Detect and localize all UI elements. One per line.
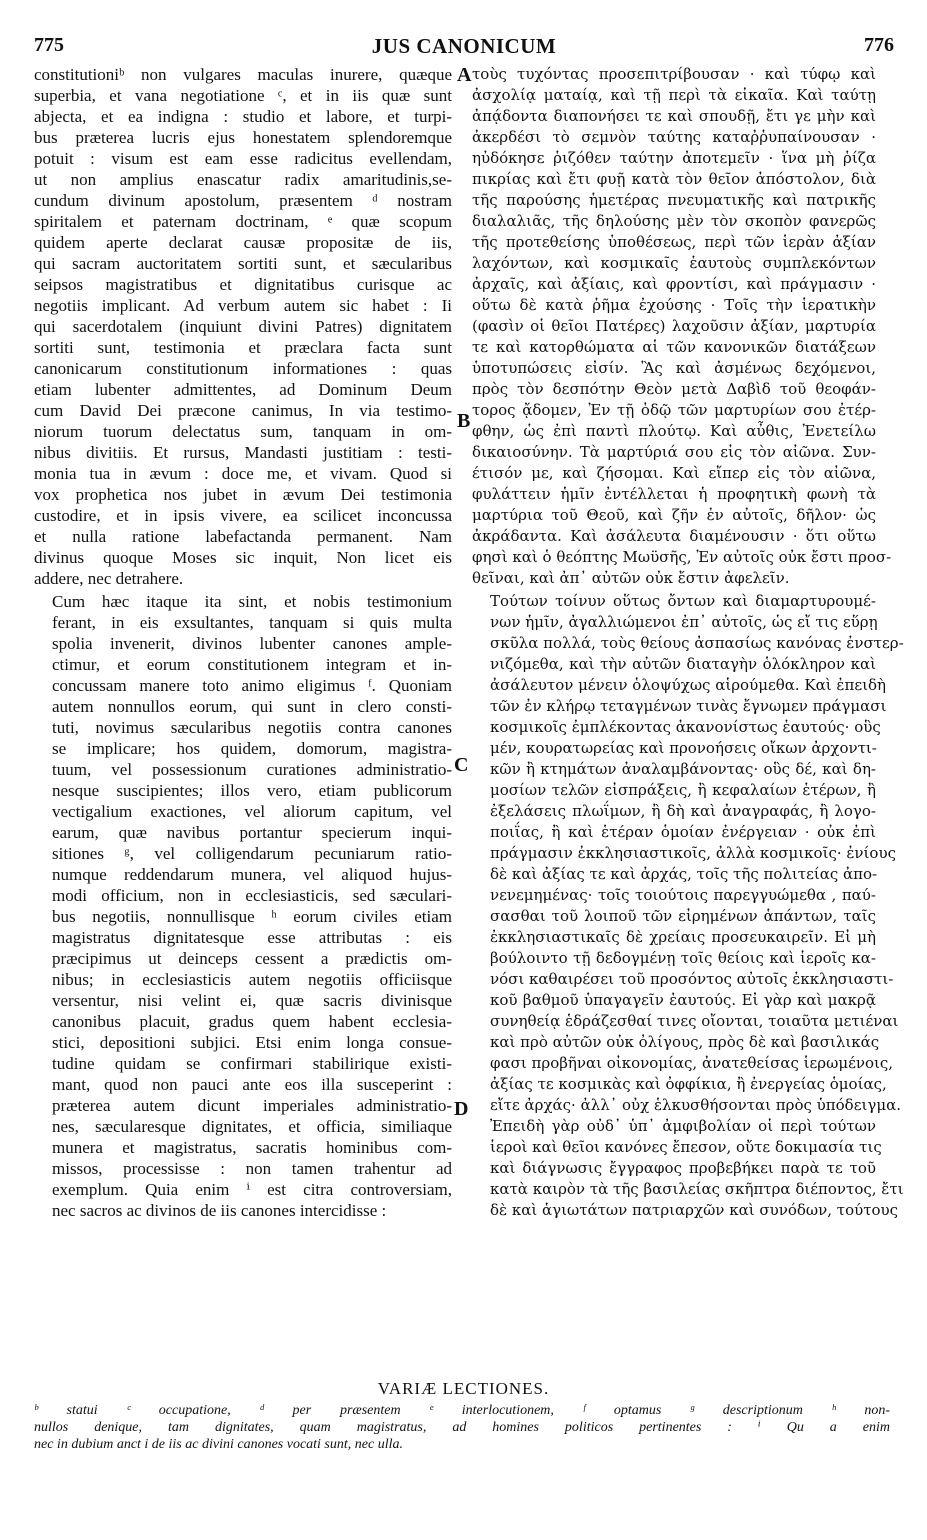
text-line: πικρίας καὶ ἔτι φυῇ κατὰ τὸν θεῖον ἀπόστολον, διὰ [472,170,876,188]
text-line: magistratus dignitatesque esse attributas : eis [52,928,452,947]
text-line: φυλάττειν ἡμῖν ἐντέλλεται ἡ προφητικὴ φωνὴ τὰ [472,485,876,503]
text-line: autem nonnullos eorum, qui sunt in clero consti- [52,697,452,716]
variant-reading-line: nullos denique, tam dignitates, quam magistratus, ad homines politicos pertinentes : ⁱ Qu a enim [34,1420,890,1435]
text-line: ἀσχολίᾳ ματαίᾳ, καὶ τῇ περὶ τὰ εἰκαῖα. Καὶ ταύτῃ [472,86,876,104]
text-line: σασθαι τοῦ λοιποῦ τῶν εἰρημένων ἁπάντων, ταῖς [490,907,876,925]
text-line: κατὰ καιρὸν τὰ τῆς βασιλείας σκῆπτρα διέποντος, ἔτι [490,1180,904,1198]
text-line: mant, quod non pauci ante eos illa susceperint : [52,1075,452,1094]
text-line: συνηθείᾳ ἑδράζεσθαί τινες οἴονται, τοιαῦτα μετιέναι [490,1012,899,1030]
text-line: (φασὶν οἱ θεῖοι Πατέρες) λαχοῦσιν ἀξίαν, μαρτυρία [472,317,876,335]
text-line: præcipimus ut deinceps cessent a prædictis om- [52,949,452,968]
text-line: tuti, novimus sæcularibus negotiis contra canones [52,718,452,737]
text-line: νιζόμεθα, καὶ τὴν αὐτῶν διαταγὴν ὁλόκληρον καὶ [490,655,876,673]
text-line: qui sacram auctoritatem sortiti sunt, et sæcularibus [34,254,452,273]
text-line: τῆς παρούσης ἡμετέρας πνευματικῆς καὶ πατρικῆς [472,191,876,209]
text-line: φασι προβῆναι οἰκονομίας, ἀνατεθείσας ἱερωμένοις, [490,1054,894,1072]
text-line: nec sacros ac divinos de iis canones intercidisse : [52,1201,387,1220]
text-line: sitiones ᵍ, vel colligendarum pecuniarum ratio- [52,844,452,863]
text-line: negotiis implicant. Ad verbum autem sic habet : Ii [34,296,452,315]
text-line: ut non amplius enascatur radix amaritudinis,se- [34,170,452,189]
text-line: nes, sæcularesque dignitates, et officia, similiaque [52,1117,452,1136]
text-line: seipsos magistratibus et dignitatibus curisque ac [34,275,452,294]
text-line: spiritalem et paternam doctrinam, ᵉ quæ scopum [34,212,452,231]
page-number-left: 775 [34,34,64,56]
text-line: canonibus placuit, gradus quem habent ecclesia- [52,1012,452,1031]
text-line: ἀρχαῖς, καὶ ἀξίαις, καὶ φροντίσι, καὶ πράγμασιν · [472,275,876,293]
text-line: ferant, in eis exsultantes, tanquam si quis multa [52,613,452,632]
text-line: φησὶ καὶ ὁ θεόπτης Μωϋσῆς, Ἐν αὐτοῖς οὐκ ἔστι προσ- [472,548,892,566]
text-line: κῶν ἢ κτημάτων ἀναλαμβάνοντας· οὓς δέ, καὶ δη- [490,760,876,778]
text-line: bus negotiis, nonnullisque ʰ eorum civiles etiam [52,907,452,926]
text-line: potuit : visum est eam esse radicitus evellendam, [34,149,452,168]
text-line: versentur, nisi velint ei, quæ sacris divinisque [52,991,452,1010]
text-line: superbia, et vana negotiatione ᶜ, et in iis quæ sunt [34,86,452,105]
variant-reading-line: ᵇ statui ᶜ occupatione, ᵈ per præsentem ᵉ interlocutionem, ᶠ optamus ᵍ descriptionum ʰ non- [34,1403,890,1418]
text-line: sortiti sunt, testimonia et præclara facta sunt [34,338,452,357]
section-marker-c: C [454,754,469,776]
text-line: βούλοιντο τῇ δεδογμένῃ τοῖς θείοις καὶ ἱεροῖς κα- [490,949,876,967]
text-line: τῶν ἐν κλήρῳ τεταγμένων τινὰς ἔγνωμεν πράγμασι [490,697,887,715]
text-line: stici, depositioni subjici. Etsi enim longa consue- [52,1033,452,1052]
text-line: έτισόν με, καὶ ζήσομαι. Καὶ εἴπερ εἰς τὸν αἰῶνα, [472,464,876,482]
text-line: νενεμημένας· τοῖς τοιούτοις παρεγγυώμεθα , παύ- [490,886,876,904]
text-line: tuum, vel possessionum curationes administratio- [52,760,452,779]
text-line: ἀπᾴδοντα διαπονήσει τε καὶ σπουδῇ, ἔτι γε μὴν καὶ [472,107,876,125]
text-line: præterea autem dicunt imperiales administratio- [52,1096,452,1115]
text-line: nibus divitiis. Et rursus, Mandasti justitiam : testi- [34,443,452,462]
section-marker-b: B [457,410,471,432]
greek-paragraph-1 [472,64,892,589]
running-title: JUS CANONICUM [371,34,557,58]
text-line: earum, quæ navibus portantur specierum inqui- [52,823,452,842]
text-line: nibus; in ecclesiasticis autem negotiis officiisque [52,970,452,989]
text-line: δὲ καὶ ἀξίας τε καὶ ἀρχάς, τοῖς τῆς πολιτείας ἀπο- [490,865,878,883]
text-line: ποιΐας, ἢ καὶ ἑτέραν ὁμοίαν ἐνέργειαν · οὐκ ἐπὶ [490,823,876,841]
text-line: διαλαλιᾶς, τῆς δηλούσης μὲν τὸν σκοπὸν φανερῶς [472,212,876,230]
text-line: bus præterea lucris ejus honestatem splendoremque [34,128,452,147]
text-line: τε καὶ κατορθώματα αἱ τῶν κανονικῶν διατάξεων [472,338,876,356]
text-line: spolia invenerit, divinos lubenter canones ample- [52,634,452,653]
text-line: ὑποτυπώσεις εἰσίν. Ἃς καὶ ἀσμένως δεχόμενοι, [472,359,876,377]
text-line: quidem aperte declarat causæ propositæ de iis, [34,233,452,252]
text-line: missos, processisse : non tamen trahentur ad [52,1159,452,1178]
text-line: niorum tuorum delectatus sum, tanquam in om- [34,422,452,441]
text-line: ἀκερδέσι τὸ σεμνὸν ταύτης καταῤῥυπαίνουσαν · [472,128,876,146]
text-line: ηὐδόκησε ῥιζόθεν ταύτην ἀποτεμεῖν · ἵνα μὴ ῥίζα [472,149,876,167]
text-line: μαρτύρια τοῦ Θεοῦ, καὶ ζῆν ἐν αὐτοῖς, δῆλον· ὡς [472,506,876,524]
text-line: μέν, κουρατωρείας καὶ προνοήσεις οἴκων ἀρχοντι- [490,739,877,757]
latin-paragraph-1 [34,64,452,589]
text-line: vox prophetica nos jubet in ævum Dei testimonia [34,485,452,504]
text-line: etiam lubenter admittentes, ad Dominum Deum [34,380,452,399]
text-line: exemplum. Quia enim ⁱ est citra controversiam, [52,1180,452,1199]
text-line: concussam manere toto animo eligimus ᶠ. Quoniam [52,676,452,695]
text-line: νόσι καθαιρέσει τοῦ προσόντος αὐτοῖς ἐκκλησιαστι- [490,970,894,988]
text-line: Cum hæc itaque ita sint, et nobis testimonium [52,592,452,611]
text-line: τοὺς τυχόντας προσεπιτρίβουσαν · καὶ τύφῳ καὶ [472,65,876,83]
latin-column [34,64,452,1221]
text-line: σκῦλα πολλά, τοὺς θείους ἀσπασίως κανόνας ἐνστερ- [490,634,904,652]
text-line: addere, nec detrahere. [34,569,184,588]
greek-column [472,64,904,1221]
greek-paragraph-2 [472,591,904,1221]
text-line: ἱεροὶ καὶ θεῖοι κανόνες ἔπεσον, οὔτε δοκιμασία τις [490,1138,882,1156]
text-line: δικαιοσύνην. Τὰ μαρτύριά σου εἰς τὸν αἰῶνα. Συν- [472,443,876,461]
text-line: qui sacerdotalem (inquiunt divini Patres) dignitatem [34,317,452,336]
text-line: custodire, et in ipsis vivere, ea scilicet inconcussa [34,506,452,525]
text-line: se implicare; hos quidem, domorum, magistra- [52,739,452,758]
section-marker-a: A [457,64,472,86]
text-line: εἴτε ἀρχάς· ἀλλ᾽ οὐχ ἑλκυσθήσονται πρὸς ὑπόδειγμα. [490,1096,901,1114]
text-line: δὲ καὶ ἁγιωτάτων πατριαρχῶν καὶ συνόδων, τούτους [490,1201,899,1219]
text-line: θεῖναι, καὶ ἀπ᾽ αὐτῶν οὐκ ἔστιν ἀφελεῖν. [472,569,790,587]
text-line: οὕτω δὲ κατὰ ῥῆμα ἐχούσης · Τοῖς τὴν ἱερατικὴν [472,296,876,314]
page-number-right: 776 [864,34,894,56]
text-line: τορος ᾄδομεν, Ἐν τῇ ὁδῷ τῶν μαρτυρίων σου ἐτέρ- [472,401,876,419]
text-line: tudine quidam se confirmari stabilirique existi- [52,1054,452,1073]
text-line: καὶ πρὸ αὐτῶν οὐκ ὀλίγους, πρὸς δὲ καὶ βασιλικάς [490,1033,880,1051]
text-line: κοσμικοῖς ἐμπλέκοντας ἀκανονίστως ἑαυτούς· οὓς [490,718,881,736]
text-line: monia tua in ævum : doce me, et vivam. Quod si [34,464,452,483]
text-line: modi officium, non in ecclesiasticis, sed sæculari- [52,886,452,905]
variae-lectiones-body [34,1402,890,1453]
variant-reading-line: nec in dubium anct i de iis ac divini canones vocati sunt, nec ulla. [34,1437,403,1452]
text-line: numque reddendarum munera, vel aliquod hujus- [52,865,452,884]
text-line: abjecta, et ea indigna : studio et labore, et turpi- [34,107,452,126]
section-marker-d: D [454,1098,469,1120]
text-line: κοῦ βαθμοῦ ὑπαγαγεῖν ἑαυτούς. Εἰ γὰρ καὶ μακρᾷ [490,991,876,1009]
text-line: nesque suscipientes; illos vero, etiam publicorum [52,781,452,800]
text-line: ἀκράδαντα. Καὶ ἀσάλευτα διαμένουσιν · ὅτι οὕτω [472,527,876,545]
variae-lectiones-title: VARIÆ LECTIONES. [377,1379,550,1398]
text-line: μοσίων τελῶν εἰσπράξεις, ἢ κεφαλαίων ἑτέρων, ἢ [490,781,876,799]
text-line: πρὸς τὸν δεσπότην Θεὸν μετὰ Δαβὶδ τοῦ θεοφάν- [472,380,876,398]
text-line: φθην, ὡς ἐπὶ παντὶ πλούτῳ. Καὶ αὖθις, Ἐνετείλω [472,422,876,440]
text-line: ἀσάλευτον μένειν ὁλοψύχως αἱρούμεθα. Καὶ ἐπειδὴ [490,676,886,694]
text-line: ἀξίας τε κοσμικὰς καὶ ὀφφίκια, ἢ ἐνεργείας ὁμοίας, [490,1075,887,1093]
text-line: καὶ διάγνωσις ἔγγραφος προβεβήκει παρὰ τε τοῦ [490,1159,876,1177]
text-line: πράγμασιν ἐκκλησιαστικοῖς, ἀλλὰ κοσμικοῖς· ἐνίους [490,844,896,862]
text-line: τῆς προτεθείσης ὑποθέσεως, περὶ τῶν ἱερὰν ἀξίαν [472,233,876,251]
text-line: vectigalium exactiones, vel aliorum capitum, vel [52,802,452,821]
text-line: ctimur, et eorum constitutionem integram et in- [52,655,452,674]
text-line: νων ἡμῖν, ἀγαλλιώμενοι ἐπ᾽ αὐτοῖς, ὡς εἴ τις εὕρῃ [490,613,878,631]
text-line: canonicarum constitutionum informationes : quas [34,359,452,378]
text-line: ἐξελάσεις πλωΐμων, ἢ δὴ καὶ ἀναγραφάς, ἢ λογο- [490,802,876,820]
text-line: ἐκκλησιαστικαῖς δὲ χρείαις προσευκαιρεῖν. Εἰ μὴ [490,928,876,946]
text-line: divinus quoque Moses sic inquit, Non licet eis [34,548,452,567]
text-line: Ἐπειδὴ γὰρ οὐδ᾽ ὑπ᾽ ἀμφιβολίαν οἱ περὶ τούτων [490,1117,876,1135]
text-line: Τούτων τοίνυν οὕτως ὄντων καὶ διαμαρτυρουμέ- [490,592,876,610]
text-line: cundum divinum apostolum, præsentem ᵈ nostram [34,191,452,210]
latin-paragraph-2 [34,591,452,1221]
text-line: cum David Dei præcone canimus, In via testimo- [34,401,452,420]
text-line: constitutioniᵇ non vulgares maculas inurere, quæque [34,65,452,84]
text-line: λαχόντων, καὶ κοσμικαῖς ἑαυτοὺς συμπλεκόντων [472,254,876,272]
text-line: et nulla ratione labefactanda permanent. Nam [34,527,452,546]
text-line: munera et magistratus, sacratis hominibus com- [52,1138,452,1157]
running-header [34,34,894,64]
